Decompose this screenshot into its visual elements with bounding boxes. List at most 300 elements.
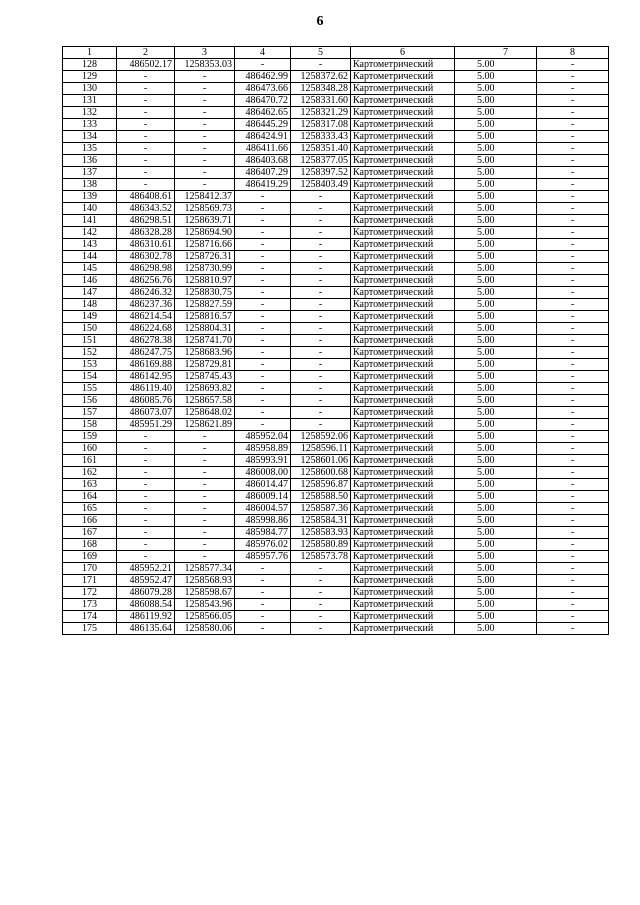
cell-y-coord-b: 1258333.43 <box>291 131 351 143</box>
cell-method: Картометрический <box>351 503 455 515</box>
cell-note: - <box>537 611 609 623</box>
cell-x-coord-b: - <box>235 407 291 419</box>
cell-x-coord-b: - <box>235 599 291 611</box>
table-row <box>63 419 609 431</box>
cell-x-coord-a: - <box>117 95 175 107</box>
cell-accuracy: 5.00 <box>455 467 537 479</box>
cell-y-coord-b: 1258583.93 <box>291 527 351 539</box>
cell-point-number: 144 <box>63 251 117 263</box>
cell-y-coord-a: - <box>175 107 235 119</box>
cell-x-coord-a: 486408.61 <box>117 191 175 203</box>
cell-point-number: 147 <box>63 287 117 299</box>
cell-y-coord-b: 1258584.31 <box>291 515 351 527</box>
cell-y-coord-b: - <box>291 59 351 71</box>
cell-method: Картометрический <box>351 239 455 251</box>
header-cell-1: 1 <box>63 47 117 59</box>
cell-point-number: 136 <box>63 155 117 167</box>
cell-note: - <box>537 491 609 503</box>
cell-y-coord-a: 1258569.73 <box>175 203 235 215</box>
cell-note: - <box>537 359 609 371</box>
cell-x-coord-b: 486008.00 <box>235 467 291 479</box>
cell-y-coord-a: 1258745.43 <box>175 371 235 383</box>
table-header <box>63 47 609 59</box>
cell-method: Картометрический <box>351 131 455 143</box>
cell-point-number: 157 <box>63 407 117 419</box>
cell-accuracy: 5.00 <box>455 59 537 71</box>
cell-method: Картометрический <box>351 287 455 299</box>
cell-x-coord-a: - <box>117 443 175 455</box>
table-row <box>63 263 609 275</box>
cell-y-coord-b: 1258331.60 <box>291 95 351 107</box>
cell-note: - <box>537 287 609 299</box>
cell-accuracy: 5.00 <box>455 107 537 119</box>
cell-accuracy: 5.00 <box>455 167 537 179</box>
table-row <box>63 431 609 443</box>
cell-x-coord-b: 486470.72 <box>235 95 291 107</box>
cell-y-coord-a: - <box>175 515 235 527</box>
cell-accuracy: 5.00 <box>455 239 537 251</box>
cell-y-coord-b: 1258587.36 <box>291 503 351 515</box>
cell-y-coord-b: 1258580.89 <box>291 539 351 551</box>
cell-x-coord-a: 486310.61 <box>117 239 175 251</box>
cell-method: Картометрический <box>351 539 455 551</box>
cell-x-coord-b: 485998.86 <box>235 515 291 527</box>
cell-note: - <box>537 131 609 143</box>
cell-accuracy: 5.00 <box>455 275 537 287</box>
cell-x-coord-b: - <box>235 227 291 239</box>
cell-method: Картометрический <box>351 623 455 635</box>
cell-accuracy: 5.00 <box>455 155 537 167</box>
cell-y-coord-a: 1258716.66 <box>175 239 235 251</box>
cell-point-number: 174 <box>63 611 117 623</box>
table-row <box>63 443 609 455</box>
cell-note: - <box>537 383 609 395</box>
table-row <box>63 227 609 239</box>
cell-y-coord-b: 1258596.87 <box>291 479 351 491</box>
cell-note: - <box>537 167 609 179</box>
cell-method: Картометрический <box>351 335 455 347</box>
cell-x-coord-b: - <box>235 311 291 323</box>
cell-method: Картометрический <box>351 71 455 83</box>
cell-note: - <box>537 107 609 119</box>
cell-x-coord-b: - <box>235 395 291 407</box>
cell-accuracy: 5.00 <box>455 455 537 467</box>
cell-method: Картометрический <box>351 551 455 563</box>
cell-y-coord-a: 1258598.67 <box>175 587 235 599</box>
cell-point-number: 134 <box>63 131 117 143</box>
cell-method: Картометрический <box>351 167 455 179</box>
cell-point-number: 155 <box>63 383 117 395</box>
cell-method: Картометрический <box>351 215 455 227</box>
cell-note: - <box>537 299 609 311</box>
cell-y-coord-a: 1258412.37 <box>175 191 235 203</box>
cell-y-coord-b: - <box>291 599 351 611</box>
cell-x-coord-b: 485957.76 <box>235 551 291 563</box>
cell-x-coord-b: 486462.99 <box>235 71 291 83</box>
cell-y-coord-a: - <box>175 479 235 491</box>
cell-method: Картометрический <box>351 491 455 503</box>
cell-point-number: 161 <box>63 455 117 467</box>
cell-y-coord-b: - <box>291 407 351 419</box>
cell-y-coord-a: - <box>175 143 235 155</box>
cell-point-number: 145 <box>63 263 117 275</box>
cell-accuracy: 5.00 <box>455 347 537 359</box>
cell-point-number: 166 <box>63 515 117 527</box>
cell-x-coord-a: - <box>117 155 175 167</box>
cell-accuracy: 5.00 <box>455 527 537 539</box>
table-row <box>63 347 609 359</box>
cell-x-coord-a: 486278.38 <box>117 335 175 347</box>
cell-method: Картометрический <box>351 83 455 95</box>
cell-point-number: 160 <box>63 443 117 455</box>
cell-y-coord-a: 1258693.82 <box>175 383 235 395</box>
cell-y-coord-b: - <box>291 227 351 239</box>
cell-x-coord-a: - <box>117 479 175 491</box>
cell-method: Картометрический <box>351 191 455 203</box>
cell-method: Картометрический <box>351 467 455 479</box>
cell-point-number: 151 <box>63 335 117 347</box>
cell-x-coord-b: 486473.66 <box>235 83 291 95</box>
cell-point-number: 152 <box>63 347 117 359</box>
cell-method: Картометрический <box>351 323 455 335</box>
cell-x-coord-a: - <box>117 431 175 443</box>
cell-point-number: 158 <box>63 419 117 431</box>
cell-y-coord-a: 1258729.81 <box>175 359 235 371</box>
cell-note: - <box>537 83 609 95</box>
cell-note: - <box>537 539 609 551</box>
cell-y-coord-a: 1258816.57 <box>175 311 235 323</box>
header-cell-3: 3 <box>175 47 235 59</box>
cell-note: - <box>537 263 609 275</box>
cell-y-coord-b: 1258596.11 <box>291 443 351 455</box>
cell-y-coord-b: - <box>291 359 351 371</box>
cell-point-number: 165 <box>63 503 117 515</box>
cell-x-coord-a: 486088.54 <box>117 599 175 611</box>
cell-point-number: 148 <box>63 299 117 311</box>
cell-accuracy: 5.00 <box>455 263 537 275</box>
cell-y-coord-a: - <box>175 95 235 107</box>
table-row <box>63 371 609 383</box>
table-row <box>63 407 609 419</box>
table-row <box>63 83 609 95</box>
table-row <box>63 155 609 167</box>
cell-y-coord-a: 1258726.31 <box>175 251 235 263</box>
cell-x-coord-a: 486302.78 <box>117 251 175 263</box>
cell-x-coord-a: 486298.98 <box>117 263 175 275</box>
cell-x-coord-b: - <box>235 335 291 347</box>
cell-y-coord-a: - <box>175 155 235 167</box>
table-row <box>63 335 609 347</box>
cell-x-coord-a: 486079.28 <box>117 587 175 599</box>
cell-x-coord-a: 486085.76 <box>117 395 175 407</box>
cell-method: Картометрический <box>351 599 455 611</box>
cell-method: Картометрический <box>351 395 455 407</box>
table-row <box>63 215 609 227</box>
cell-accuracy: 5.00 <box>455 491 537 503</box>
cell-method: Картометрический <box>351 203 455 215</box>
cell-method: Картометрический <box>351 299 455 311</box>
cell-method: Картометрический <box>351 479 455 491</box>
cell-method: Картометрический <box>351 407 455 419</box>
cell-x-coord-a: 485952.47 <box>117 575 175 587</box>
cell-method: Картометрический <box>351 119 455 131</box>
cell-note: - <box>537 623 609 635</box>
cell-x-coord-b: - <box>235 239 291 251</box>
cell-method: Картометрический <box>351 611 455 623</box>
cell-y-coord-b: - <box>291 587 351 599</box>
cell-point-number: 128 <box>63 59 117 71</box>
cell-note: - <box>537 95 609 107</box>
cell-y-coord-a: 1258804.31 <box>175 323 235 335</box>
cell-x-coord-b: 486462.65 <box>235 107 291 119</box>
cell-y-coord-a: 1258580.06 <box>175 623 235 635</box>
table-row <box>63 395 609 407</box>
cell-x-coord-a: - <box>117 167 175 179</box>
cell-accuracy: 5.00 <box>455 479 537 491</box>
cell-note: - <box>537 323 609 335</box>
cell-accuracy: 5.00 <box>455 191 537 203</box>
cell-x-coord-a: - <box>117 119 175 131</box>
cell-note: - <box>537 527 609 539</box>
cell-y-coord-b: - <box>291 263 351 275</box>
cell-note: - <box>537 515 609 527</box>
cell-y-coord-b: 1258351.40 <box>291 143 351 155</box>
cell-accuracy: 5.00 <box>455 323 537 335</box>
cell-y-coord-b: - <box>291 191 351 203</box>
cell-note: - <box>537 575 609 587</box>
cell-note: - <box>537 119 609 131</box>
cell-method: Картометрический <box>351 59 455 71</box>
table-row <box>63 203 609 215</box>
cell-point-number: 170 <box>63 563 117 575</box>
cell-x-coord-b: 485958.89 <box>235 443 291 455</box>
cell-method: Картометрический <box>351 575 455 587</box>
cell-x-coord-b: - <box>235 575 291 587</box>
cell-accuracy: 5.00 <box>455 179 537 191</box>
cell-point-number: 131 <box>63 95 117 107</box>
cell-y-coord-b: 1258397.52 <box>291 167 351 179</box>
table-row <box>63 143 609 155</box>
cell-accuracy: 5.00 <box>455 119 537 131</box>
table-row <box>63 299 609 311</box>
coordinates-table <box>62 46 609 635</box>
cell-point-number: 143 <box>63 239 117 251</box>
cell-x-coord-a: - <box>117 179 175 191</box>
cell-accuracy: 5.00 <box>455 611 537 623</box>
cell-method: Картометрический <box>351 251 455 263</box>
cell-accuracy: 5.00 <box>455 563 537 575</box>
table-row <box>63 131 609 143</box>
cell-y-coord-b: 1258372.62 <box>291 71 351 83</box>
cell-x-coord-b: 486445.29 <box>235 119 291 131</box>
cell-x-coord-b: 485976.02 <box>235 539 291 551</box>
cell-x-coord-b: - <box>235 383 291 395</box>
cell-y-coord-a: 1258810.97 <box>175 275 235 287</box>
cell-point-number: 141 <box>63 215 117 227</box>
cell-x-coord-a: - <box>117 491 175 503</box>
cell-x-coord-b: - <box>235 263 291 275</box>
table-row <box>63 539 609 551</box>
cell-y-coord-b: - <box>291 383 351 395</box>
cell-y-coord-b: 1258403.49 <box>291 179 351 191</box>
cell-y-coord-a: - <box>175 443 235 455</box>
cell-y-coord-b: - <box>291 275 351 287</box>
header-cell-2: 2 <box>117 47 175 59</box>
table-row <box>63 599 609 611</box>
cell-y-coord-a: 1258657.58 <box>175 395 235 407</box>
table-row <box>63 251 609 263</box>
cell-y-coord-a: - <box>175 455 235 467</box>
cell-x-coord-a: - <box>117 143 175 155</box>
cell-note: - <box>537 503 609 515</box>
cell-note: - <box>537 143 609 155</box>
cell-y-coord-b: - <box>291 575 351 587</box>
cell-y-coord-b: - <box>291 311 351 323</box>
cell-y-coord-a: 1258621.89 <box>175 419 235 431</box>
cell-accuracy: 5.00 <box>455 299 537 311</box>
cell-point-number: 162 <box>63 467 117 479</box>
cell-y-coord-a: - <box>175 431 235 443</box>
cell-note: - <box>537 347 609 359</box>
cell-y-coord-b: - <box>291 563 351 575</box>
cell-y-coord-a: 1258648.02 <box>175 407 235 419</box>
cell-x-coord-a: - <box>117 503 175 515</box>
cell-y-coord-b: - <box>291 323 351 335</box>
table-row <box>63 323 609 335</box>
cell-point-number: 132 <box>63 107 117 119</box>
cell-x-coord-b: - <box>235 275 291 287</box>
header-cell-4: 4 <box>235 47 291 59</box>
cell-y-coord-b: - <box>291 347 351 359</box>
cell-note: - <box>537 431 609 443</box>
cell-method: Картометрический <box>351 311 455 323</box>
header-cell-7: 7 <box>455 47 537 59</box>
table-row <box>63 491 609 503</box>
cell-y-coord-a: 1258543.96 <box>175 599 235 611</box>
cell-accuracy: 5.00 <box>455 359 537 371</box>
cell-point-number: 171 <box>63 575 117 587</box>
cell-x-coord-a: - <box>117 131 175 143</box>
cell-x-coord-b: - <box>235 215 291 227</box>
cell-point-number: 137 <box>63 167 117 179</box>
cell-y-coord-b: - <box>291 623 351 635</box>
cell-method: Картометрический <box>351 95 455 107</box>
cell-y-coord-a: - <box>175 503 235 515</box>
cell-y-coord-a: - <box>175 83 235 95</box>
cell-point-number: 150 <box>63 323 117 335</box>
cell-method: Картометрический <box>351 263 455 275</box>
cell-point-number: 153 <box>63 359 117 371</box>
cell-note: - <box>537 311 609 323</box>
cell-point-number: 168 <box>63 539 117 551</box>
cell-note: - <box>537 335 609 347</box>
cell-method: Картометрический <box>351 227 455 239</box>
cell-accuracy: 5.00 <box>455 443 537 455</box>
cell-point-number: 173 <box>63 599 117 611</box>
table-row <box>63 59 609 71</box>
table-row <box>63 455 609 467</box>
cell-note: - <box>537 599 609 611</box>
cell-note: - <box>537 155 609 167</box>
cell-note: - <box>537 407 609 419</box>
header-cell-6: 6 <box>351 47 455 59</box>
cell-note: - <box>537 455 609 467</box>
cell-point-number: 138 <box>63 179 117 191</box>
cell-accuracy: 5.00 <box>455 431 537 443</box>
table-row <box>63 107 609 119</box>
cell-accuracy: 5.00 <box>455 599 537 611</box>
cell-y-coord-b: 1258377.05 <box>291 155 351 167</box>
cell-point-number: 164 <box>63 491 117 503</box>
cell-note: - <box>537 239 609 251</box>
cell-method: Картометрический <box>351 155 455 167</box>
cell-x-coord-b: - <box>235 323 291 335</box>
cell-x-coord-b: - <box>235 359 291 371</box>
cell-accuracy: 5.00 <box>455 215 537 227</box>
cell-x-coord-a: 486119.40 <box>117 383 175 395</box>
cell-y-coord-a: 1258577.34 <box>175 563 235 575</box>
cell-accuracy: 5.00 <box>455 71 537 83</box>
cell-method: Картометрический <box>351 371 455 383</box>
cell-x-coord-a: 486298.51 <box>117 215 175 227</box>
cell-accuracy: 5.00 <box>455 539 537 551</box>
cell-y-coord-b: 1258573.78 <box>291 551 351 563</box>
cell-method: Картометрический <box>351 443 455 455</box>
cell-note: - <box>537 479 609 491</box>
cell-x-coord-b: 485993.91 <box>235 455 291 467</box>
cell-point-number: 163 <box>63 479 117 491</box>
cell-y-coord-a: 1258694.90 <box>175 227 235 239</box>
cell-y-coord-a: - <box>175 119 235 131</box>
cell-x-coord-b: - <box>235 623 291 635</box>
table-body <box>63 59 609 635</box>
cell-x-coord-a: 486343.52 <box>117 203 175 215</box>
cell-accuracy: 5.00 <box>455 203 537 215</box>
cell-note: - <box>537 203 609 215</box>
cell-accuracy: 5.00 <box>455 335 537 347</box>
cell-x-coord-a: 486135.64 <box>117 623 175 635</box>
cell-note: - <box>537 251 609 263</box>
cell-note: - <box>537 215 609 227</box>
cell-note: - <box>537 59 609 71</box>
table-row <box>63 179 609 191</box>
cell-x-coord-b: - <box>235 287 291 299</box>
cell-y-coord-a: - <box>175 71 235 83</box>
cell-y-coord-a: - <box>175 527 235 539</box>
cell-y-coord-a: 1258566.05 <box>175 611 235 623</box>
cell-x-coord-a: 486142.95 <box>117 371 175 383</box>
cell-y-coord-a: 1258730.99 <box>175 263 235 275</box>
cell-accuracy: 5.00 <box>455 287 537 299</box>
cell-y-coord-a: 1258568.93 <box>175 575 235 587</box>
cell-method: Картометрический <box>351 419 455 431</box>
cell-x-coord-b: - <box>235 203 291 215</box>
table-row <box>63 311 609 323</box>
cell-x-coord-a: 486119.92 <box>117 611 175 623</box>
cell-y-coord-a: - <box>175 167 235 179</box>
cell-point-number: 156 <box>63 395 117 407</box>
cell-note: - <box>537 275 609 287</box>
cell-accuracy: 5.00 <box>455 587 537 599</box>
cell-x-coord-a: - <box>117 71 175 83</box>
cell-y-coord-b: - <box>291 203 351 215</box>
cell-point-number: 130 <box>63 83 117 95</box>
cell-note: - <box>537 371 609 383</box>
cell-method: Картометрический <box>351 143 455 155</box>
cell-x-coord-b: - <box>235 59 291 71</box>
cell-y-coord-b: - <box>291 299 351 311</box>
cell-x-coord-b: 486411.66 <box>235 143 291 155</box>
